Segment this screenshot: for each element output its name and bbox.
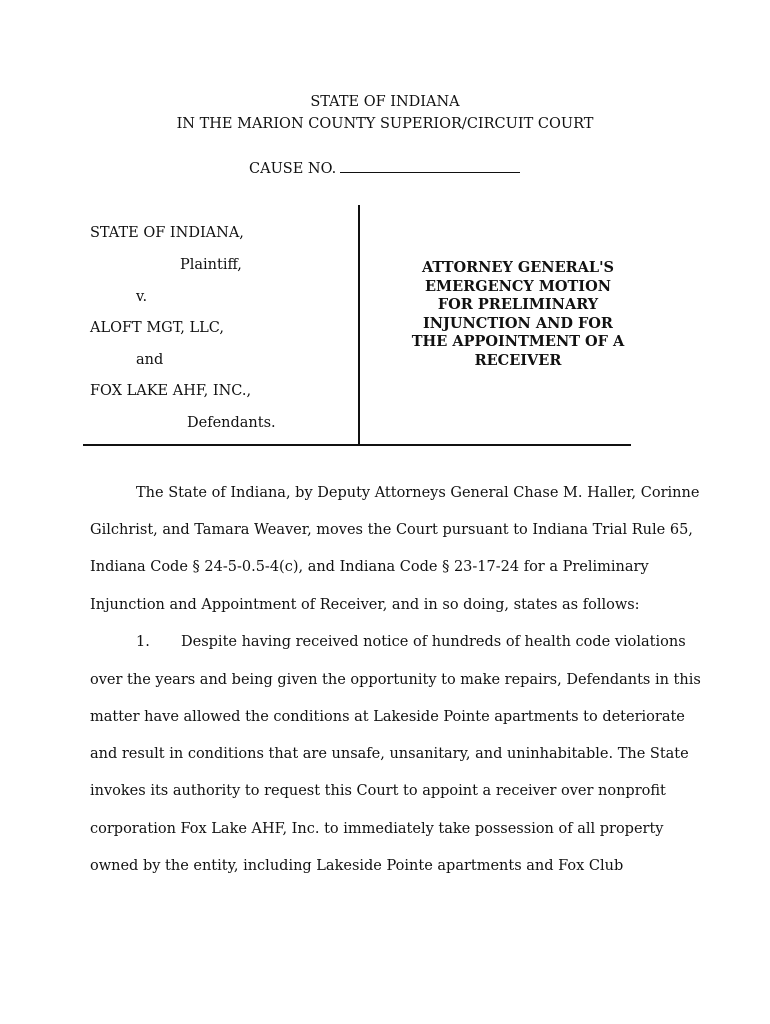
motion-title-line: EMERGENCY MOTION <box>425 277 611 295</box>
motion-title-line: THE APPOINTMENT OF A <box>411 333 625 351</box>
conjunction-and: and <box>136 352 164 368</box>
defendants-role: Defendants. <box>187 415 276 431</box>
cause-number-blank <box>340 171 520 173</box>
intro-line: Injunction and Appointment of Receiver, and in so doing, states as follows: <box>90 597 640 613</box>
motion-title-line: INJUNCTION AND FOR <box>423 314 613 332</box>
caption-divider-horizontal <box>83 444 631 446</box>
paragraph-line: Despite having received notice of hundreds of health code violations <box>181 634 686 650</box>
paragraph-line: corporation Fox Lake AHF, Inc. to immediately take possession of all property <box>90 821 664 837</box>
paragraph-line: over the years and being given the opportunity to make repairs, Defendants in this <box>90 672 701 688</box>
paragraph-line: and result in conditions that are unsafe, unsanitary, and uninhabitable. The State <box>90 746 689 762</box>
paragraph-line: owned by the entity, including Lakeside Pointe apartments and Fox Club <box>90 858 624 874</box>
plaintiff-role: Plaintiff, <box>180 257 242 273</box>
court-heading: IN THE MARION COUNTY SUPERIOR/CIRCUIT COURT <box>176 116 594 132</box>
intro-line: Indiana Code § 24-5-0.5-4(c), and Indiana Code § 23-17-24 for a Preliminary <box>90 559 649 575</box>
motion-title-line: ATTORNEY GENERAL'S <box>421 259 615 276</box>
motion-title <box>400 259 636 371</box>
state-heading: STATE OF INDIANA <box>310 94 460 110</box>
plaintiff-name: STATE OF INDIANA, <box>90 225 244 241</box>
caption-divider-vertical <box>358 205 360 445</box>
motion-title-line: RECEIVER <box>474 351 562 369</box>
paragraph-line: matter have allowed the conditions at Lakeside Pointe apartments to deteriorate <box>90 709 685 725</box>
paragraph-line: invokes its authority to request this Court to appoint a receiver over nonprofit <box>90 783 666 799</box>
paragraph-number: 1. <box>136 634 150 650</box>
cause-label: CAUSE NO. <box>249 161 337 177</box>
intro-line: Gilchrist, and Tamara Weaver, moves the Court pursuant to Indiana Trial Rule 65, <box>90 522 693 538</box>
motion-title-line: FOR PRELIMINARY <box>437 296 599 314</box>
defendant-aloft: ALOFT MGT, LLC, <box>90 320 224 336</box>
intro-line: The State of Indiana, by Deputy Attorneys General Chase M. Haller, Corinne <box>136 485 700 501</box>
defendant-fox-lake: FOX LAKE AHF, INC., <box>90 383 252 399</box>
cause-number <box>249 161 520 177</box>
versus: v. <box>136 289 148 305</box>
